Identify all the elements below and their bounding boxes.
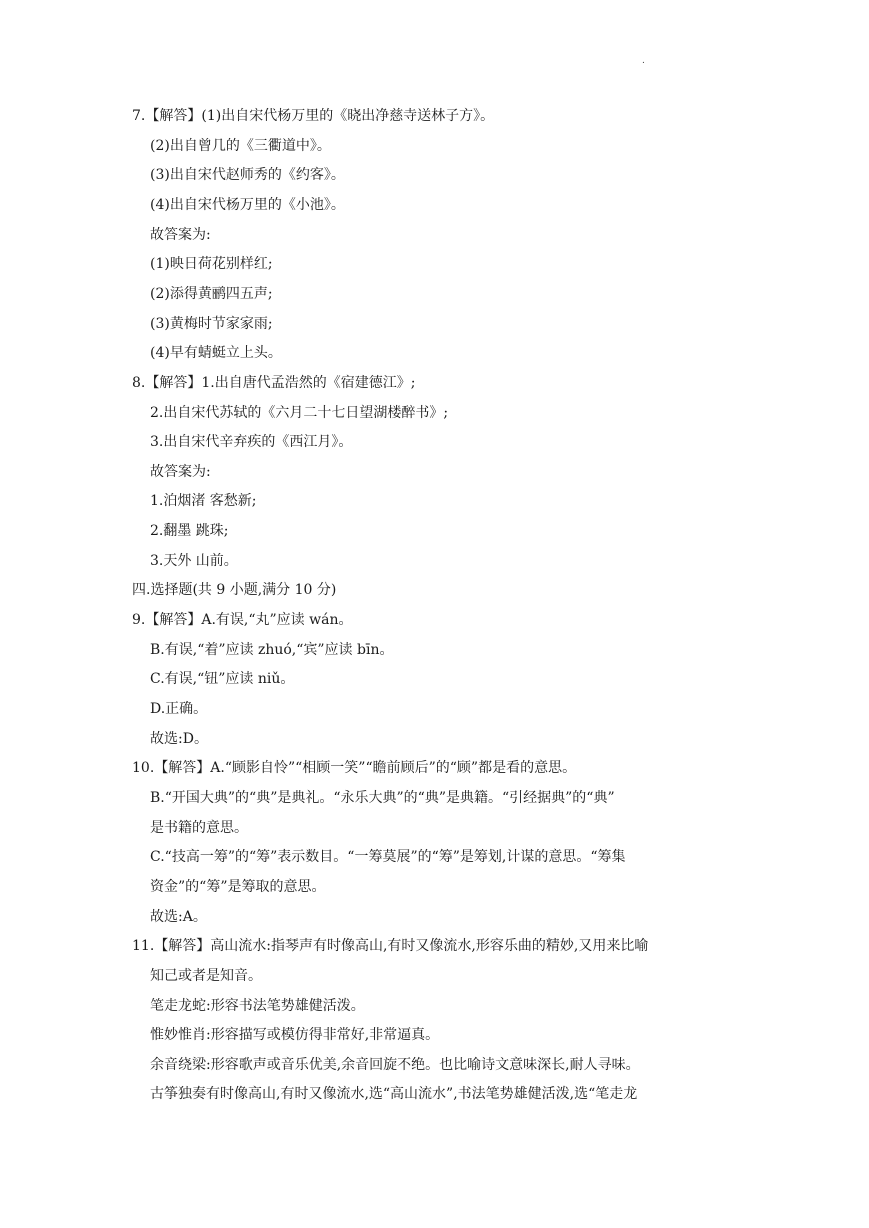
answer-line: 2.出自宋代苏轼的《六月二十七日望湖楼醉书》;	[150, 405, 449, 421]
answer-line: 1.泊烟渚 客愁新;	[150, 493, 257, 509]
answer-line: 故答案为:	[150, 464, 211, 480]
answer-line: B.“开国大典”的“典”是典礼。“永乐大典”的“典”是典籍。“引经据典”的“典”	[150, 790, 615, 806]
header-mark: .	[642, 56, 645, 66]
answer-line: 3.天外 山前。	[150, 553, 238, 569]
question-heading: 8.【解答】1.出自唐代孟浩然的《宿建德江》;	[132, 375, 416, 391]
answer-line: 余音绕梁:形容歌声或音乐优美,余音回旋不绝。也比喻诗文意味深长,耐人寻味。	[150, 1057, 640, 1073]
answer-line: 惟妙惟肖:形容描写或模仿得非常好,非常逼真。	[150, 1027, 440, 1043]
answer-line: 故选:A。	[150, 909, 207, 925]
answer-line: C.有误,“钮”应读 niǔ。	[150, 671, 295, 687]
answer-line: (2)添得黄鹂四五声;	[150, 286, 273, 302]
question-heading: 9.【解答】A.有误,“丸”应读 wán。	[132, 612, 353, 628]
answer-line: B.有误,“着”应读 zhuó,“宾”应读 bīn。	[150, 642, 394, 658]
answer-line: 古筝独奏有时像高山,有时又像流水,选“高山流水”,书法笔势雄健活泼,选“笔走龙	[150, 1086, 638, 1102]
answer-line: (4)早有蜻蜓立上头。	[150, 345, 282, 361]
answer-line: (3)出自宋代赵师秀的《约客》。	[150, 167, 345, 183]
question-heading: 11.【解答】高山流水:指琴声有时像高山,有时又像流水,形容乐曲的精妙,又用来比喻	[132, 938, 649, 954]
answer-line: (3)黄梅时节家家雨;	[150, 316, 273, 332]
answer-line: 故选:D。	[150, 731, 208, 747]
answer-line: (4)出自宋代杨万里的《小池》。	[150, 197, 345, 213]
question-heading: 四.选择题(共 9 小题,满分 10 分)	[132, 582, 337, 598]
answer-line: (1)映日荷花别样红;	[150, 256, 273, 272]
question-heading: 7.【解答】(1)出自宋代杨万里的《晓出净慈寺送林子方》。	[132, 108, 495, 124]
answer-line: D.正确。	[150, 701, 208, 717]
answer-line: 知己或者是知音。	[150, 968, 262, 984]
answer-line: 3.出自宋代辛弃疾的《西江月》。	[150, 434, 353, 450]
answer-line: 是书籍的意思。	[150, 820, 248, 836]
answer-line: C.“技高一筹”的“筹”表示数目。“一筹莫展”的“筹”是筹划,计谋的意思。“筹集	[150, 849, 626, 865]
answer-line: (2)出自曾几的《三衢道中》。	[150, 138, 331, 154]
answer-line: 故答案为:	[150, 227, 211, 243]
answer-line: 笔走龙蛇:形容书法笔势雄健活泼。	[150, 998, 365, 1014]
answer-line: 资金”的“筹”是筹取的意思。	[150, 879, 326, 895]
question-heading: 10.【解答】A.“顾影自怜”“相顾一笑”“瞻前顾后”的“顾”都是看的意思。	[132, 760, 577, 776]
answer-line: 2.翻墨 跳珠;	[150, 523, 229, 539]
